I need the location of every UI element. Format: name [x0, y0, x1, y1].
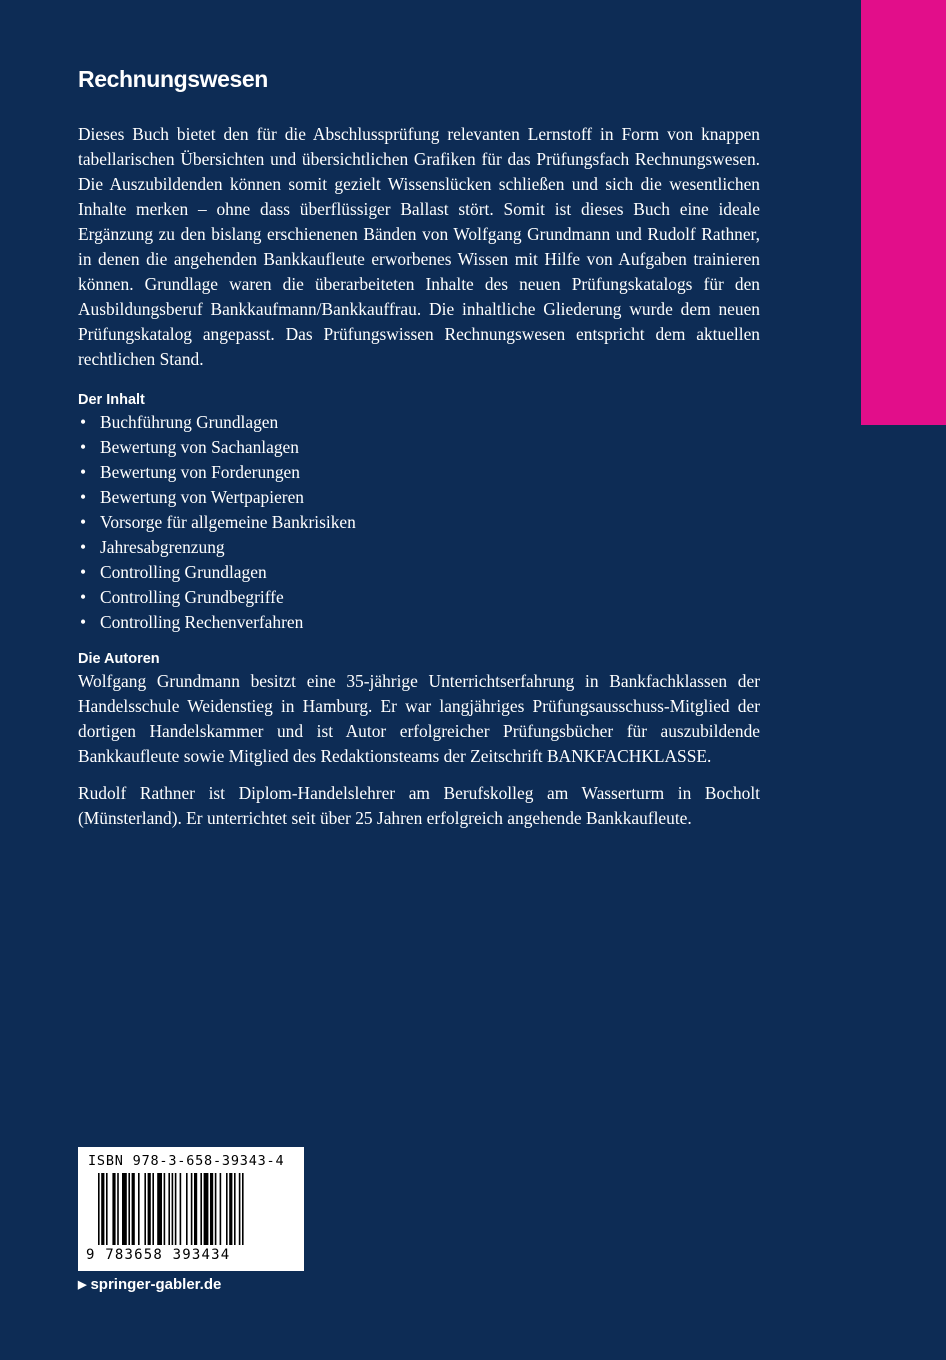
- contents-heading: Der Inhalt: [78, 392, 145, 408]
- contents-item: [78, 560, 760, 585]
- barcode-bar: [122, 1173, 127, 1245]
- barcode-bar: [242, 1173, 244, 1245]
- author-bio-grundmann: Wolfgang Grundmann besitzt eine 35-jährige Unterrichtserfahrung in Bankfachklassen der Handelsschule Weidenstieg in Hamburg. Er war langjähriges Prüfungsausschuss-Mitglied der dortigen Handelskammer und ist Autor erfolgreicher Prüfungsbücher für auszubildende Bankkaufleute sowie Mitglied des Redaktionsteams der Zeitschrift BANKFACHKLASSE.: [78, 671, 760, 766]
- back-cover-text: [78, 64, 760, 831]
- isbn-barcode: [78, 1147, 304, 1271]
- intro-paragraph: Dieses Buch bietet den für die Abschlussprüfung relevanten Lernstoff in Form von knappen tabellarischen Übersichten und übersichtlichen Grafiken für das Prüfungsfach Rechnungswesen. Die Auszubildenden können somit gezielt Wissenslücken schließen und sich die wesentlichen Inhalte merken – ohne dass überflüssiger Ballast stört. Somit ist dieses Buch eine ideale Ergänzung zu den bislang erschienenen Bänden von Wolfgang Grundmann und Rudolf Rathner, in denen die angehenden Bankkaufleute erworbenes Wissen mit Hilfe von Aufgaben trainieren können. Grundlage waren die überarbeiteten Inhalte des neuen Prüfungskatalogs für den Ausbildungsberuf Bankkaufmann/Bankkauffrau. Die inhaltliche Gliederung wurde dem neuen Prüfungskatalog angepasst. Das Prüfungswissen Rechnungswesen entspricht dem aktuellen rechtlichen Stand.: [78, 124, 760, 369]
- barcode-bars: [98, 1173, 288, 1247]
- barcode-bar: [210, 1173, 213, 1245]
- barcode-bar: [101, 1173, 104, 1245]
- barcode-digits: 9 783658 393434: [86, 1247, 231, 1263]
- bullet-icon: •: [80, 412, 87, 432]
- publisher-website[interactable]: [78, 1276, 221, 1293]
- barcode-bar: [204, 1173, 209, 1245]
- barcode-bar: [172, 1173, 174, 1245]
- contents-item: [78, 610, 760, 635]
- contents-item-label: Bewertung von Sachanlagen: [100, 437, 299, 457]
- barcode-bar: [180, 1173, 182, 1245]
- contents-item-label: Controlling Rechenverfahren: [100, 612, 304, 632]
- authors-heading: Die Autoren: [78, 651, 160, 667]
- bullet-icon: •: [80, 487, 87, 507]
- barcode-bar: [191, 1173, 193, 1245]
- bullet-icon: •: [80, 437, 87, 457]
- barcode-bar: [215, 1173, 217, 1245]
- accent-bar: [861, 0, 946, 425]
- barcode-bar: [157, 1173, 162, 1245]
- barcode-bar: [132, 1173, 135, 1245]
- contents-item: [78, 435, 760, 460]
- contents-item-label: Buchführung Grundlagen: [100, 412, 279, 432]
- contents-item-label: Jahresabgrenzung: [100, 537, 225, 557]
- barcode-bar: [239, 1173, 241, 1245]
- contents-item-label: Controlling Grundbegriffe: [100, 587, 284, 607]
- contents-item-label: Bewertung von Wertpapieren: [100, 487, 304, 507]
- barcode-bar: [138, 1173, 140, 1245]
- author-bio-rathner: Rudolf Rathner ist Diplom-Handelslehrer am Berufskolleg am Wasserturm in Bocholt (Münsterland). Er unterrichtet seit über 25 Jahren erfolgreich angehende Bankkaufleute.: [78, 783, 760, 828]
- barcode-bar: [128, 1173, 130, 1245]
- contents-item-label: Vorsorge für allgemeine Bankrisiken: [100, 512, 356, 532]
- website-url: springer-gabler.de: [90, 1276, 222, 1293]
- contents-item-label: Controlling Grundlagen: [100, 562, 267, 582]
- isbn-label: ISBN 978-3-658-39343-4: [88, 1153, 285, 1169]
- contents-item: [78, 410, 760, 435]
- bullet-icon: •: [80, 537, 87, 557]
- barcode-bar: [164, 1173, 166, 1245]
- barcode-bar: [234, 1173, 236, 1245]
- contents-list: [78, 410, 760, 635]
- barcode-bar: [200, 1173, 202, 1245]
- contents-item: [78, 485, 760, 510]
- barcode-bar: [152, 1173, 154, 1245]
- barcode-bar: [226, 1173, 228, 1245]
- barcode-bar: [98, 1173, 100, 1245]
- contents-item: [78, 460, 760, 485]
- contents-item: [78, 535, 760, 560]
- barcode-bar: [175, 1173, 177, 1245]
- barcode-bar: [194, 1173, 197, 1245]
- barcode-bar: [112, 1173, 115, 1245]
- book-title: Rechnungswesen: [78, 66, 268, 92]
- barcode-bar: [186, 1173, 188, 1245]
- arrow-right-icon: ▶: [78, 1279, 87, 1291]
- barcode-bar: [168, 1173, 170, 1245]
- bullet-icon: •: [80, 587, 87, 607]
- bullet-icon: •: [80, 512, 87, 532]
- bullet-icon: •: [80, 612, 87, 632]
- contents-item: [78, 585, 760, 610]
- barcode-bar: [229, 1173, 232, 1245]
- bullet-icon: •: [80, 562, 87, 582]
- barcode-bar: [117, 1173, 119, 1245]
- barcode-bar: [220, 1173, 222, 1245]
- barcode-bar: [106, 1173, 108, 1245]
- barcode-bar: [148, 1173, 151, 1245]
- contents-item-label: Bewertung von Forderungen: [100, 462, 300, 482]
- contents-item: [78, 510, 760, 535]
- bullet-icon: •: [80, 462, 87, 482]
- barcode-bar: [144, 1173, 146, 1245]
